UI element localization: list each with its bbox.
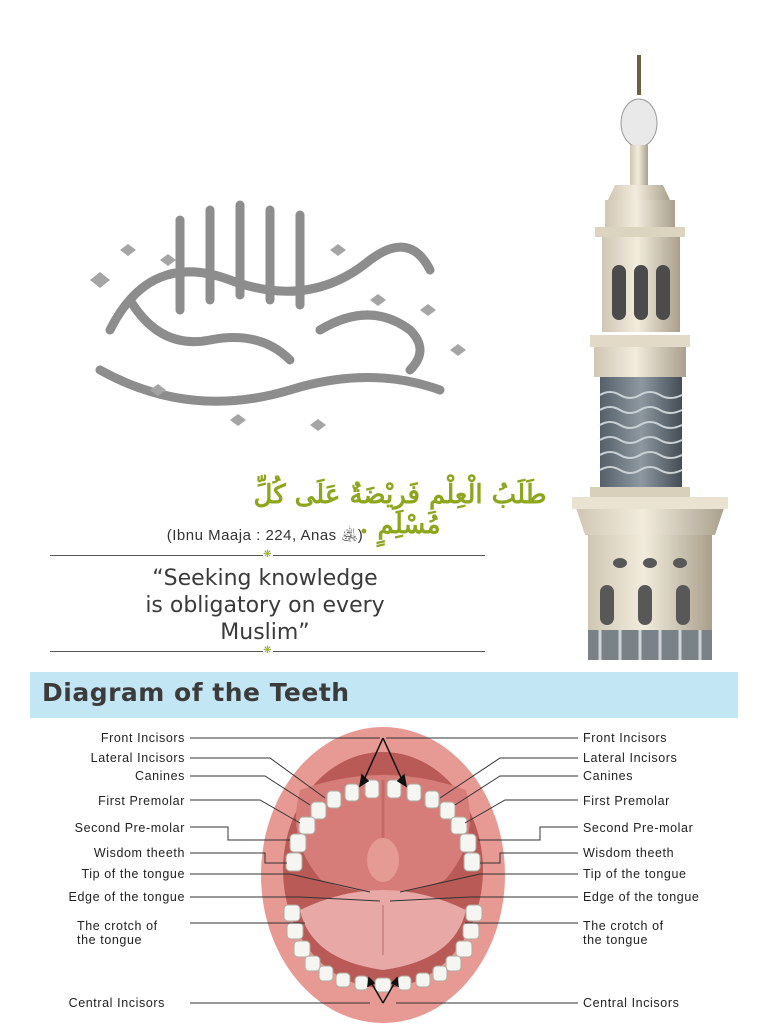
label-tip-of-tongue-left: Tip of the tongue [81,867,185,881]
label-edge-of-tongue-right: Edge of the tongue [583,890,700,904]
diagram-header-band [30,672,738,718]
label-line: the tongue [583,933,649,947]
label-first-premolar-left: First Premolar [98,794,185,808]
hadith-translation [55,565,475,646]
bismillah-calligraphy [70,190,470,440]
label-front-incisors-left: Front Incisors [100,731,185,745]
label-second-premolar-right: Second Pre-molar [583,821,694,835]
divider-bottom [50,645,485,656]
hadith-citation: (Ibnu Maaja : 224, Anas ﵁) [166,527,364,544]
divider-ornament-icon: ❋ [263,549,272,560]
label-front-incisors-right: Front Incisors [583,731,668,745]
label-wisdom-teeth-left: Wisdom theeth [93,846,185,860]
hadith-arabic-text: طَلَبُ الْعِلْمِ فَرِيْضَةٌ عَلَى كُلِّ مُسْلِمٍ . [253,480,547,540]
label-crotch-of-tongue-right [583,919,664,947]
translation-line: Muslim” [220,620,310,645]
label-canines-left: Canines [134,769,185,783]
label-lateral-incisors-right: Lateral Incisors [583,751,678,765]
label-canines-right: Canines [583,769,634,783]
translation-line: “Seeking knowledge [152,566,378,591]
label-central-incisors-left: Central Incisors [68,996,165,1010]
diagram-title: Diagram of the Teeth [42,678,350,707]
label-crotch-of-tongue-left [77,919,158,947]
label-line: The crotch of [77,919,158,933]
label-wisdom-teeth-right: Wisdom theeth [583,846,675,860]
minaret-image [560,55,740,660]
label-central-incisors-right: Central Incisors [583,996,680,1010]
label-line: The crotch of [583,919,664,933]
label-second-premolar-left: Second Pre-molar [74,821,185,835]
label-lateral-incisors-left: Lateral Incisors [90,751,185,765]
translation-line: is obligatory on every [145,593,385,618]
label-edge-of-tongue-left: Edge of the tongue [68,890,185,904]
divider-ornament-icon: ❋ [263,645,272,656]
label-first-premolar-right: First Premolar [583,794,670,808]
label-tip-of-tongue-right: Tip of the tongue [583,867,687,881]
divider-top [50,549,485,560]
label-line: the tongue [77,933,143,947]
